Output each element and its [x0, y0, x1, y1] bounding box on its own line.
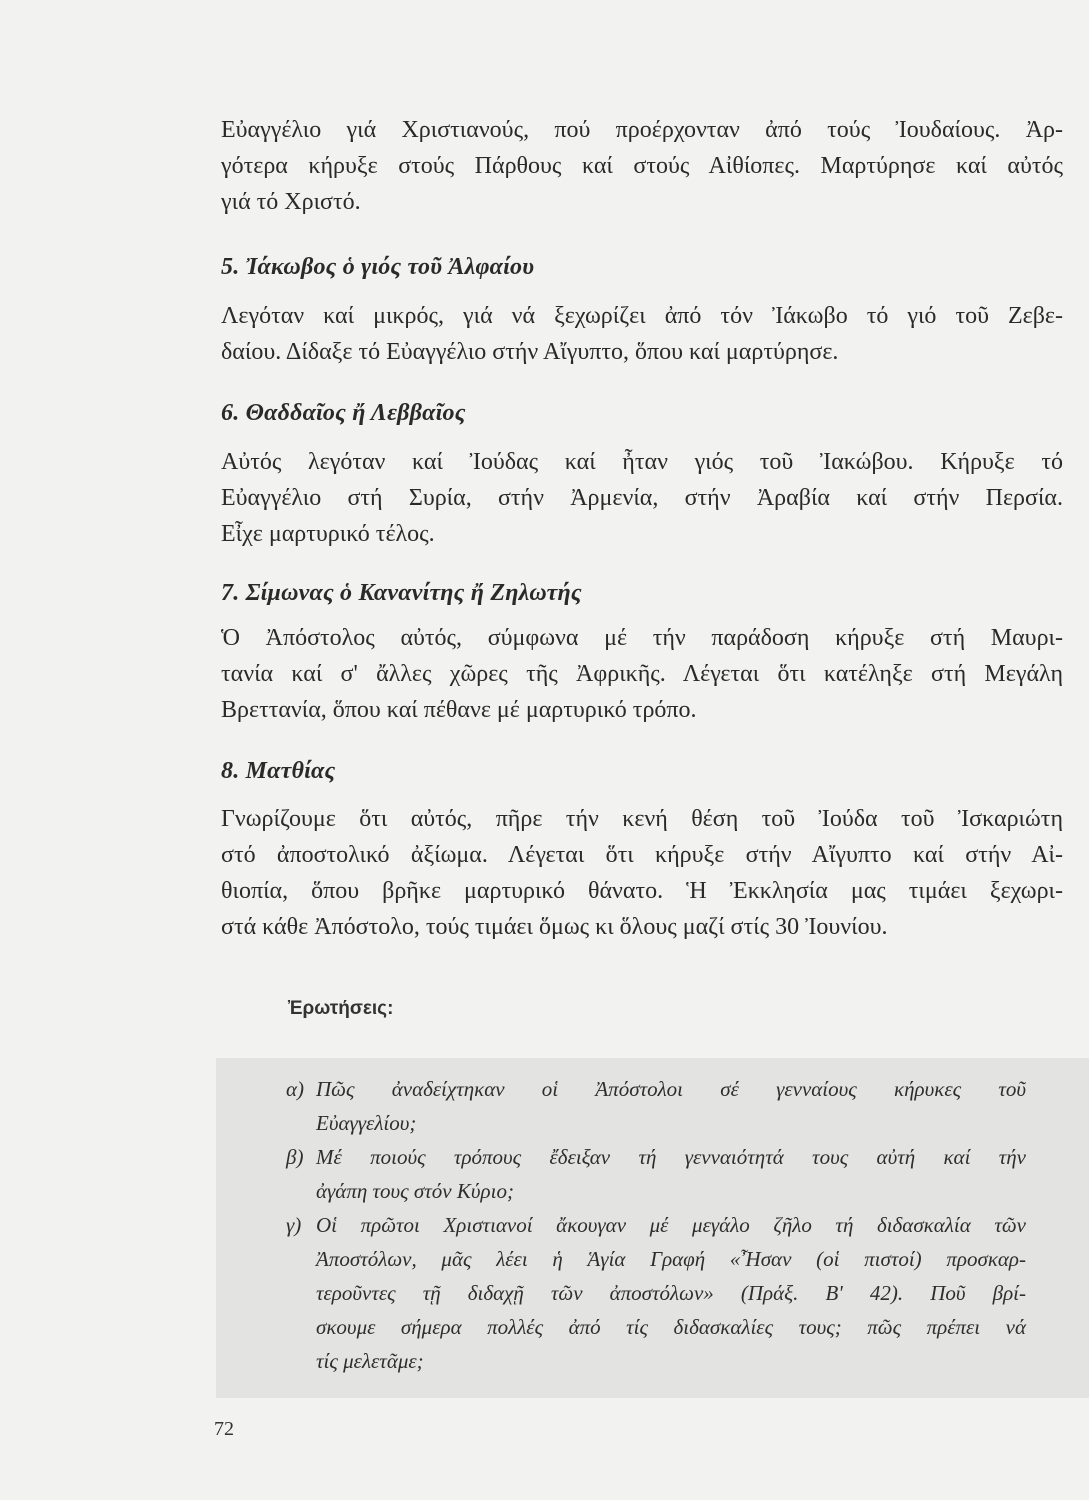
intro-paragraph	[221, 112, 1063, 220]
text-line: Αὐτός λεγόταν καί Ἰούδας καί ἦταν γιός τοῦ Ἰακώβου. Κήρυξε τό	[221, 449, 1063, 475]
section-paragraph	[221, 620, 1063, 728]
text-line: Εὐαγγέλιο γιά Χριστιανούς, πού προέρχονταν ἀπό τούς Ἰουδαίους. Ἀρ-	[221, 117, 1063, 143]
question-line: τεροῦντες τῇ διδαχῇ τῶν ἀποστόλων» (Πράξ. Β' 42). Ποῦ βρί-	[316, 1281, 1026, 1305]
section-heading: 8. Ματθίας	[221, 758, 336, 784]
question-label: γ)	[286, 1213, 302, 1237]
text-line: θιοπία, ὅπου βρῆκε μαρτυρικό θάνατο. Ἡ Ἐκκλησία μας τιμάει ξεχωρι-	[221, 878, 1063, 904]
page-number: 72	[214, 1418, 234, 1440]
question-line: σκουμε σήμερα πολλές ἀπό τίς διδασκαλίες τους; πῶς πρέπει νά	[316, 1315, 1026, 1339]
question-line: τίς μελετᾶμε;	[316, 1349, 424, 1373]
text-line: γότερα κήρυξε στούς Πάρθους καί στούς Αἰθίοπες. Μαρτύρησε καί αὐτός	[221, 153, 1063, 179]
section-paragraph	[221, 801, 1063, 945]
question-line: Πῶς ἀναδείχτηκαν οἱ Ἀπόστολοι σέ γενναίους κήρυκες τοῦ	[316, 1077, 1026, 1101]
text-line: Γνωρίζουμε ὅτι αὐτός, πῆρε τήν κενή θέση τοῦ Ἰούδα τοῦ Ἰσκαριώτη	[221, 806, 1063, 832]
question-item	[286, 1208, 1026, 1378]
question-line: ἀγάπη τους στόν Κύριο;	[316, 1179, 514, 1203]
question-label: β)	[286, 1145, 304, 1169]
section-paragraph	[221, 298, 1063, 370]
text-line: δαίου. Δίδαξε τό Εὐαγγέλιο στήν Αἴγυπτο, ὅπου καί μαρτύρησε.	[221, 339, 839, 365]
text-line: στά κάθε Ἀπόστολο, τούς τιμάει ὅμως κι ὅλους μαζί στίς 30 Ἰουνίου.	[221, 914, 888, 940]
section-heading: 7. Σίμωνας ὁ Κανανίτης ἤ Ζηλωτής	[221, 580, 582, 606]
section-heading: 5. Ἰάκωβος ὁ γιός τοῦ Ἀλφαίου	[221, 254, 535, 280]
text-line: Ὁ Ἀπόστολος αὐτός, σύμφωνα μέ τήν παράδοση κήρυξε στή Μαυρι-	[221, 625, 1063, 651]
text-line: Εὐαγγέλιο στή Συρία, στήν Ἀρμενία, στήν Ἀραβία καί στήν Περσία.	[221, 485, 1063, 511]
question-line: Οἱ πρῶτοι Χριστιανοί ἄκουγαν μέ μεγάλο ζῆλο τή διδασκαλία τῶν	[316, 1213, 1026, 1237]
text-line: στό ἀποστολικό ἀξίωμα. Λέγεται ὅτι κήρυξε στήν Αἴγυπτο καί στήν Αἰ-	[221, 842, 1063, 868]
question-line: Εὐαγγελίου;	[316, 1111, 417, 1135]
question-line: Ἀποστόλων, μᾶς λέει ἡ Ἁγία Γραφή «Ἦσαν (οἱ πιστοί) προσκαρ-	[316, 1247, 1026, 1271]
question-item	[286, 1072, 1026, 1140]
section-heading: 6. Θαδδαῖος ἤ Λεββαῖος	[221, 400, 466, 426]
text-line: τανία καί σ' ἄλλες χῶρες τῆς Ἀφρικῆς. Λέγεται ὅτι κατέληξε στή Μεγάλη	[221, 661, 1063, 687]
question-line: Μέ ποιούς τρόπους ἔδειξαν τή γενναιότητά τους αὐτή καί τήν	[316, 1145, 1026, 1169]
questions-list	[286, 1072, 1026, 1378]
question-item	[286, 1140, 1026, 1208]
section-paragraph	[221, 444, 1063, 552]
text-line: Εἶχε μαρτυρικό τέλος.	[221, 521, 435, 547]
text-line: Λεγόταν καί μικρός, γιά νά ξεχωρίζει ἀπό τόν Ἰάκωβο τό γιό τοῦ Ζεβε-	[221, 303, 1063, 329]
text-line: γιά τό Χριστό.	[221, 189, 361, 215]
text-line: Βρεττανία, ὅπου καί πέθανε μέ μαρτυρικό τρόπο.	[221, 697, 697, 723]
questions-title: Ἐρωτήσεις:	[288, 998, 394, 1019]
question-label: α)	[286, 1077, 305, 1101]
